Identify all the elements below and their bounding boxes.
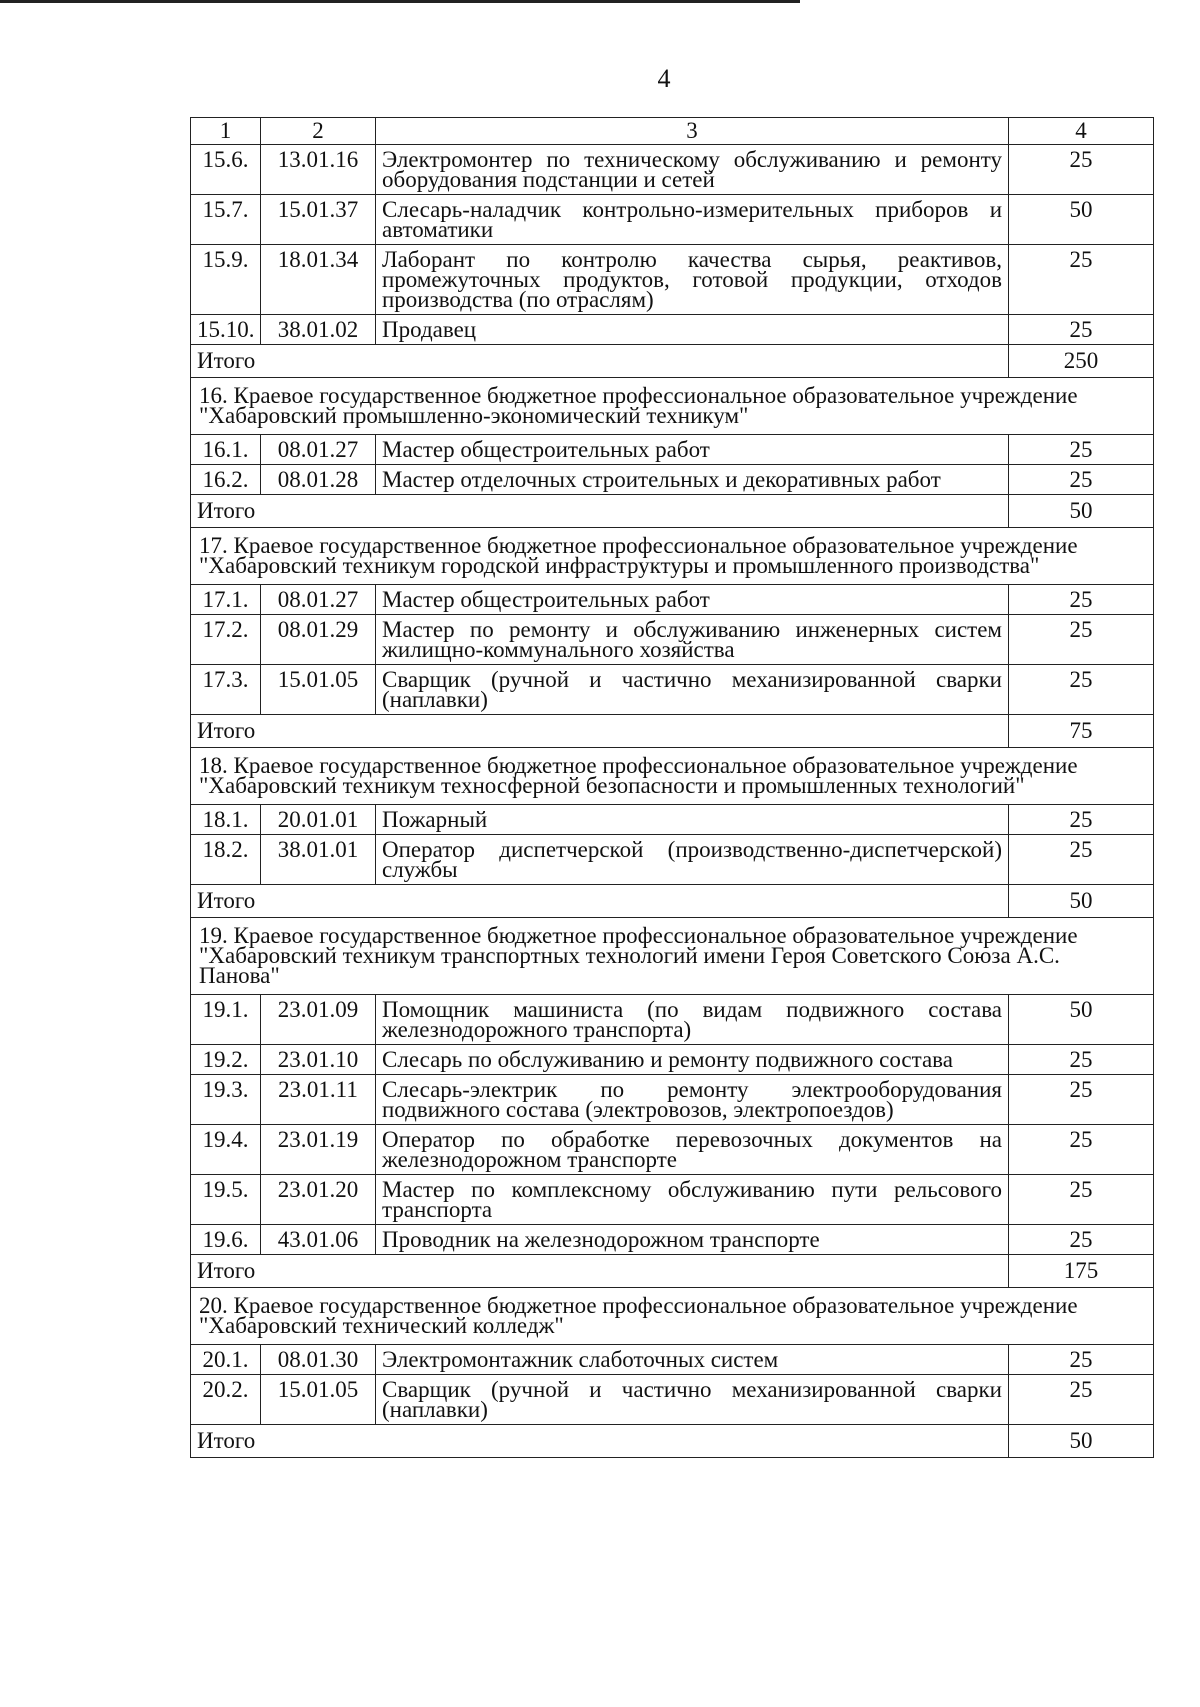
total-value: 50	[1009, 495, 1154, 528]
quota-value: 25	[1009, 245, 1154, 315]
total-row	[191, 495, 1154, 528]
profession-code: 23.01.11	[261, 1075, 376, 1125]
quota-value: 25	[1009, 665, 1154, 715]
row-number: 19.6.	[191, 1225, 261, 1255]
profession-name: Мастер общестроительных работ	[376, 435, 1009, 465]
table-row	[191, 665, 1154, 715]
table-row	[191, 805, 1154, 835]
table-row	[191, 1045, 1154, 1075]
table-row	[191, 1345, 1154, 1375]
table-row	[191, 1075, 1154, 1125]
quota-value: 25	[1009, 435, 1154, 465]
quota-value: 25	[1009, 315, 1154, 345]
table-row	[191, 995, 1154, 1045]
institution-name: 19. Краевое государственное бюджетное профессиональное образовательное учреждение "Хабаровский техникум транспортных технологий имени Героя Советского Союза А.С. Панова"	[191, 918, 1154, 995]
quota-value: 25	[1009, 145, 1154, 195]
institution-row	[191, 1288, 1154, 1345]
quota-value: 25	[1009, 1045, 1154, 1075]
row-number: 19.3.	[191, 1075, 261, 1125]
profession-code: 08.01.28	[261, 465, 376, 495]
table-body	[191, 118, 1154, 1458]
quota-value: 25	[1009, 465, 1154, 495]
row-number: 15.9.	[191, 245, 261, 315]
quota-value: 25	[1009, 615, 1154, 665]
row-number: 19.2.	[191, 1045, 261, 1075]
profession-code: 08.01.27	[261, 585, 376, 615]
profession-name: Мастер по комплексному обслуживанию пути рельсового транспорта	[376, 1175, 1009, 1225]
row-number: 18.1.	[191, 805, 261, 835]
page-number: 4	[657, 64, 671, 93]
table-row	[191, 835, 1154, 885]
profession-name: Оператор по обработке перевозочных документов на железнодорожном транспорте	[376, 1125, 1009, 1175]
row-number: 17.1.	[191, 585, 261, 615]
row-number: 16.2.	[191, 465, 261, 495]
allocation-table	[190, 117, 1154, 1458]
profession-code: 23.01.10	[261, 1045, 376, 1075]
profession-name: Проводник на железнодорожном транспорте	[376, 1225, 1009, 1255]
table-row	[191, 465, 1154, 495]
profession-code: 08.01.27	[261, 435, 376, 465]
total-value: 250	[1009, 345, 1154, 378]
total-value: 50	[1009, 885, 1154, 918]
profession-code: 15.01.05	[261, 665, 376, 715]
profession-name: Слесарь по обслуживанию и ремонту подвижного состава	[376, 1045, 1009, 1075]
row-number: 18.2.	[191, 835, 261, 885]
profession-code: 08.01.30	[261, 1345, 376, 1375]
row-number: 15.6.	[191, 145, 261, 195]
profession-name: Мастер по ремонту и обслуживанию инженерных систем жилищно-коммунального хозяйства	[376, 615, 1009, 665]
total-row	[191, 1255, 1154, 1288]
quota-value: 25	[1009, 1175, 1154, 1225]
row-number: 20.2.	[191, 1375, 261, 1425]
row-number: 15.10.	[191, 315, 261, 345]
total-label: Итого	[191, 715, 1009, 748]
profession-code: 23.01.20	[261, 1175, 376, 1225]
header-row	[191, 118, 1154, 145]
institution-name: 18. Краевое государственное бюджетное профессиональное образовательное учреждение "Хабаровский техникум техносферной безопасности и промышленных технологий"	[191, 748, 1154, 805]
profession-name: Электромонтер по техническому обслуживанию и ремонту оборудования подстанции и сетей	[376, 145, 1009, 195]
profession-name: Продавец	[376, 315, 1009, 345]
institution-name: 17. Краевое государственное бюджетное профессиональное образовательное учреждение "Хабаровский техникум городской инфраструктуры и промышленного производства"	[191, 528, 1154, 585]
header-col-2: 2	[261, 118, 376, 145]
total-row	[191, 1425, 1154, 1458]
institution-name: 20. Краевое государственное бюджетное профессиональное образовательное учреждение "Хабаровский технический колледж"	[191, 1288, 1154, 1345]
profession-code: 20.01.01	[261, 805, 376, 835]
profession-name: Мастер отделочных строительных и декоративных работ	[376, 465, 1009, 495]
quota-value: 25	[1009, 805, 1154, 835]
quota-value: 50	[1009, 995, 1154, 1045]
profession-code: 38.01.01	[261, 835, 376, 885]
row-number: 16.1.	[191, 435, 261, 465]
institution-name: 16. Краевое государственное бюджетное профессиональное образовательное учреждение "Хабаровский промышленно-экономический техникум"	[191, 378, 1154, 435]
row-number: 20.1.	[191, 1345, 261, 1375]
total-label: Итого	[191, 345, 1009, 378]
table-row	[191, 245, 1154, 315]
profession-name: Слесарь-электрик по ремонту электрооборудования подвижного состава (электровозов, электропоездов)	[376, 1075, 1009, 1125]
profession-code: 08.01.29	[261, 615, 376, 665]
profession-name: Сварщик (ручной и частично механизированной сварки (наплавки)	[376, 1375, 1009, 1425]
top-border-line	[0, 0, 800, 3]
institution-row	[191, 748, 1154, 805]
total-value: 50	[1009, 1425, 1154, 1458]
profession-name: Сварщик (ручной и частично механизированной сварки (наплавки)	[376, 665, 1009, 715]
institution-row	[191, 378, 1154, 435]
row-number: 15.7.	[191, 195, 261, 245]
profession-code: 43.01.06	[261, 1225, 376, 1255]
profession-code: 23.01.19	[261, 1125, 376, 1175]
table-row	[191, 1225, 1154, 1255]
profession-code: 18.01.34	[261, 245, 376, 315]
table-row	[191, 585, 1154, 615]
quota-value: 25	[1009, 1225, 1154, 1255]
profession-code: 38.01.02	[261, 315, 376, 345]
profession-name: Лаборант по контролю качества сырья, реактивов, промежуточных продуктов, готовой продукции, отходов производства (по отраслям)	[376, 245, 1009, 315]
table-row	[191, 1125, 1154, 1175]
header-col-3: 3	[376, 118, 1009, 145]
table-row	[191, 145, 1154, 195]
row-number: 19.1.	[191, 995, 261, 1045]
quota-value: 25	[1009, 1075, 1154, 1125]
table-row	[191, 1175, 1154, 1225]
profession-code: 15.01.37	[261, 195, 376, 245]
total-row	[191, 885, 1154, 918]
profession-code: 13.01.16	[261, 145, 376, 195]
profession-name: Оператор диспетчерской (производственно-диспетчерской) службы	[376, 835, 1009, 885]
total-row	[191, 715, 1154, 748]
institution-row	[191, 528, 1154, 585]
table-row	[191, 615, 1154, 665]
total-value: 175	[1009, 1255, 1154, 1288]
profession-name: Электромонтажник слаботочных систем	[376, 1345, 1009, 1375]
total-label: Итого	[191, 1255, 1009, 1288]
header-col-1: 1	[191, 118, 261, 145]
header-col-4: 4	[1009, 118, 1154, 145]
profession-name: Мастер общестроительных работ	[376, 585, 1009, 615]
table-row	[191, 1375, 1154, 1425]
table-row	[191, 195, 1154, 245]
profession-name: Помощник машиниста (по видам подвижного состава железнодорожного транспорта)	[376, 995, 1009, 1045]
table-row	[191, 435, 1154, 465]
table-row	[191, 315, 1154, 345]
total-label: Итого	[191, 495, 1009, 528]
quota-value: 25	[1009, 1125, 1154, 1175]
quota-value: 25	[1009, 1345, 1154, 1375]
profession-code: 23.01.09	[261, 995, 376, 1045]
total-row	[191, 345, 1154, 378]
profession-code: 15.01.05	[261, 1375, 376, 1425]
quota-value: 25	[1009, 1375, 1154, 1425]
institution-row	[191, 918, 1154, 995]
total-value: 75	[1009, 715, 1154, 748]
row-number: 19.5.	[191, 1175, 261, 1225]
row-number: 19.4.	[191, 1125, 261, 1175]
quota-value: 25	[1009, 585, 1154, 615]
profession-name: Пожарный	[376, 805, 1009, 835]
quota-value: 25	[1009, 835, 1154, 885]
total-label: Итого	[191, 885, 1009, 918]
profession-name: Слесарь-наладчик контрольно-измерительных приборов и автоматики	[376, 195, 1009, 245]
quota-value: 50	[1009, 195, 1154, 245]
total-label: Итого	[191, 1425, 1009, 1458]
row-number: 17.3.	[191, 665, 261, 715]
row-number: 17.2.	[191, 615, 261, 665]
